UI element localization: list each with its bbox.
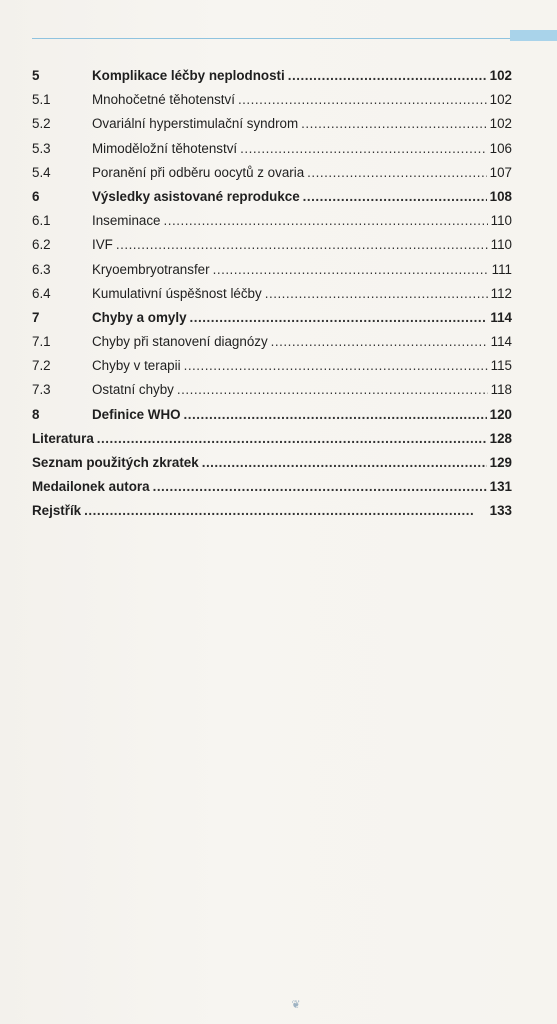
toc-dot-leader	[213, 258, 489, 282]
toc-dot-leader	[238, 88, 487, 112]
toc-entry-title: Chyby a omyly	[92, 309, 187, 325]
toc-entry-title: Mnohočetné těhotenství	[92, 92, 235, 108]
toc-entry-number: 6.3	[32, 261, 51, 277]
toc-entry	[32, 427, 512, 451]
toc-entry	[32, 499, 512, 523]
toc-entry-page: 106	[489, 140, 512, 156]
toc-entry-page: 108	[489, 188, 512, 204]
toc-entry	[32, 64, 512, 88]
toc-entry	[32, 137, 512, 161]
toc-entry-title: Medailonek autora	[32, 479, 150, 495]
toc-entry-page: 102	[489, 92, 512, 108]
toc-dot-leader	[190, 306, 488, 330]
toc-entry-number: 6	[32, 188, 40, 204]
toc-entry-title: Mimoděložní těhotenství	[92, 140, 238, 156]
toc-dot-leader	[184, 403, 487, 427]
toc-entry-page: 110	[490, 237, 512, 253]
header-color-tab	[510, 30, 557, 41]
toc-entry-page: 120	[489, 406, 512, 422]
toc-entry-number: 6.1	[32, 213, 51, 229]
toc-entry-number: 5.1	[32, 92, 51, 108]
toc-entry-number: 7.1	[32, 334, 51, 350]
toc-entry-number: 5.2	[32, 116, 51, 132]
toc-entry	[32, 282, 512, 306]
toc-entry-page: 118	[490, 382, 512, 398]
toc-entry	[32, 330, 512, 354]
toc-entry-number: 5.3	[32, 140, 51, 156]
toc-entry-number: 7	[32, 309, 40, 325]
table-of-contents	[32, 64, 512, 524]
toc-entry-title: Poranění při odběru oocytů z ovaria	[92, 164, 305, 180]
toc-entry	[32, 233, 512, 257]
toc-entry-page: 114	[490, 309, 512, 325]
toc-entry-title: Literatura	[32, 430, 94, 446]
toc-entry	[32, 88, 512, 112]
toc-entry-page: 128	[489, 430, 512, 446]
toc-entry-title: Chyby při stanovení diagnózy	[92, 334, 268, 350]
toc-entry-number: 7.3	[32, 382, 51, 398]
toc-dot-leader	[97, 427, 487, 451]
toc-entry-page: 107	[489, 164, 512, 180]
toc-entry	[32, 161, 512, 185]
ornament-icon: ❦	[291, 999, 301, 1011]
toc-entry	[32, 258, 512, 282]
toc-entry-number: 8	[32, 406, 40, 422]
toc-entry-page: 111	[491, 261, 512, 277]
toc-entry-page: 131	[489, 479, 512, 495]
toc-entry	[32, 354, 512, 378]
toc-entry-number: 7.2	[32, 358, 51, 374]
toc-entry	[32, 112, 512, 136]
toc-entry-page: 114	[490, 334, 512, 350]
toc-dot-leader	[303, 185, 487, 209]
toc-entry-title: Seznam použitých zkratek	[32, 455, 199, 470]
toc-entry-title: Kumulativní úspěšnost léčby	[92, 285, 262, 301]
toc-entry-title: Rejstřík	[32, 503, 82, 519]
toc-entry-page: 110	[490, 213, 512, 229]
toc-dot-leader	[163, 209, 487, 233]
toc-dot-leader	[177, 378, 488, 402]
toc-entry-title: Definice WHO	[92, 406, 181, 422]
toc-entry-page: 102	[489, 116, 512, 132]
toc-dot-leader	[153, 475, 487, 499]
toc-entry-page: 129	[489, 455, 512, 470]
toc-entry	[32, 306, 512, 330]
toc-dot-leader	[301, 112, 487, 136]
toc-entry-number: 6.4	[32, 285, 51, 301]
toc-entry-page: 115	[490, 358, 512, 374]
toc-dot-leader	[202, 451, 487, 475]
toc-entry-title: Ostatní chyby	[92, 382, 174, 398]
toc-dot-leader	[184, 354, 488, 378]
toc-entry-title: Kryoembryotransfer	[92, 261, 210, 277]
toc-entry-page: 112	[490, 285, 512, 301]
toc-entry-title: Chyby v terapii	[92, 358, 181, 374]
toc-entry	[32, 403, 512, 427]
toc-entry	[32, 378, 512, 402]
toc-entry-title: Komplikace léčby neplodnosti	[92, 68, 285, 83]
toc-dot-leader	[265, 282, 488, 306]
toc-entry-page: 133	[489, 503, 512, 519]
toc-entry	[32, 451, 512, 475]
toc-entry-title: IVF	[92, 237, 113, 253]
toc-dot-leader	[240, 137, 487, 161]
toc-dot-leader	[307, 161, 487, 185]
toc-entry	[32, 209, 512, 233]
toc-entry-number: 6.2	[32, 237, 51, 253]
header-rule	[32, 38, 510, 39]
toc-dot-leader	[116, 233, 488, 257]
toc-entry-page: 102	[489, 68, 512, 83]
toc-entry	[32, 185, 512, 209]
toc-entry-number: 5	[32, 68, 40, 83]
toc-dot-leader	[84, 499, 487, 523]
toc-entry-title: Ovariální hyperstimulační syndrom	[92, 116, 299, 132]
toc-entry-title: Inseminace	[92, 213, 161, 229]
toc-entry-title: Výsledky asistované reprodukce	[92, 188, 300, 204]
toc-dot-leader	[271, 330, 488, 354]
toc-entry-number: 5.4	[32, 164, 51, 180]
toc-dot-leader	[288, 64, 487, 88]
toc-entry	[32, 475, 512, 499]
